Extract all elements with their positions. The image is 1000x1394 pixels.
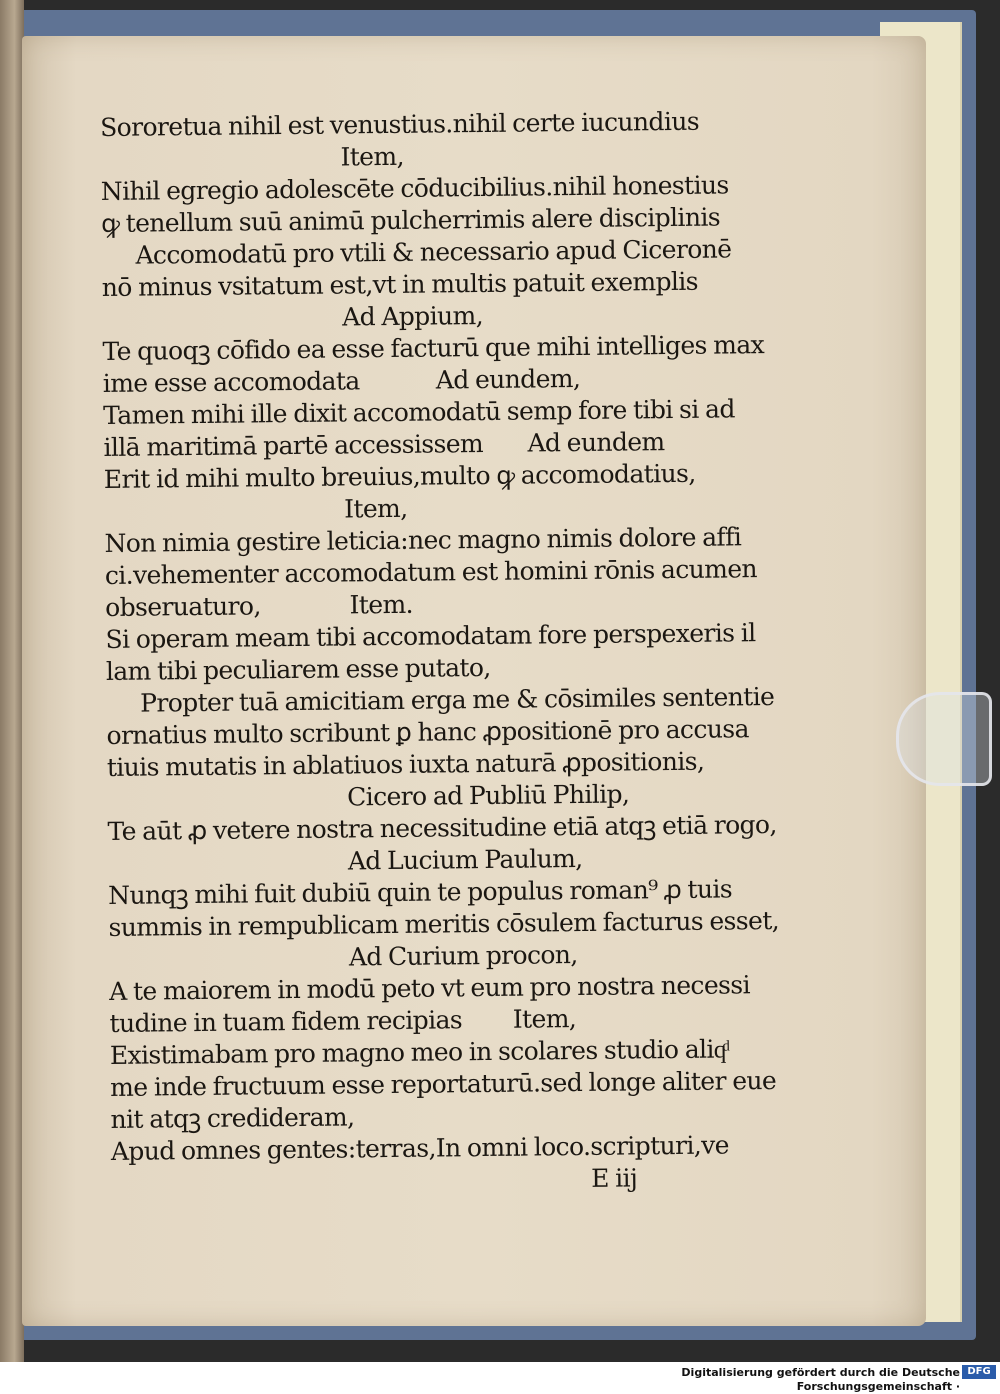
text-line: Existimabam pro magno meo in scolares studio aliqͩ (109, 1034, 726, 1070)
text-line: ꝙ tenellum suū animū pulcherrimis alere disciplinis (101, 202, 721, 238)
text-line: Non nimia gestire leticia:nec magno nimis dolore affi (104, 522, 742, 558)
funding-note: Digitalisierung gefördert durch die Deutsche Forschungsgemeinschaft · (681, 1366, 960, 1393)
text-line: lam tibi peculiarem esse putato, (105, 652, 491, 686)
text-line: Item, (344, 493, 408, 524)
text-line: Ad Curium procon, (348, 940, 578, 972)
text-line: Te quoqꝫ cōfido ea esse facturū que mihi intelliges max (102, 330, 765, 366)
text-line: Ad Appium, (342, 301, 484, 332)
text-line: tudine in tuam fidem recipias Item, (109, 1004, 577, 1038)
text-line: ime esse accomodata Ad eundem, (102, 363, 581, 398)
text-line: ornatius multo scribunt ꝑ hanc ꝓpositionē pro accusa (106, 714, 749, 750)
text-line: Nunqꝫ mihi fuit dubiū quin te populus roman⁹ ꝓ tuis (108, 874, 733, 910)
text-line: tiuis mutatis in ablatiuos iuxta naturā ꝓpositionis, (106, 746, 705, 782)
text-line: ci.vehementer accomodatum est homini rōnis acumen (104, 554, 758, 590)
text-line: obseruaturo, Item. (105, 589, 414, 622)
page-clip (896, 692, 992, 786)
text-line: nit atqꝫ credideram, (110, 1102, 355, 1134)
text-line: me inde fructuum esse reportaturū.sed longe aliter eue (110, 1065, 777, 1102)
text-line: Erit id mihi multo breuius,multo ꝙ accomodatius, (103, 458, 696, 494)
text-line: Propter tuā amicitiam erga me & cōsimiles sententie (140, 681, 775, 718)
book-spine-edge (0, 0, 24, 1362)
text-line: Apud omnes gentes:terras,In omni loco.scripturi,ve (110, 1130, 730, 1166)
text-line: Sororetua nihil est venustius.nihil certe iucundius (100, 106, 700, 142)
text-line: summis in rempublicam meritis cōsulem facturus esset, (108, 905, 780, 942)
text-line: Tamen mihi ille dixit accomodatū semp fore tibi si ad (103, 394, 735, 430)
text-line: Accomodatū pro vtili & necessario apud Ciceronē (135, 234, 732, 270)
text-line: Ad Lucium Paulum, (347, 843, 583, 876)
text-line: nō minus vsitatum est,vt in multis patuit exemplis (101, 266, 699, 302)
text-line: Nihil egregio adolescēte cōducibilius.nihil honestius (100, 170, 729, 206)
text-line: Te aūt ꝓ vetere nostra necessitudine etiā atqꝫ etiā rogo, (107, 809, 777, 846)
text-line: illā maritimā partē accessissem Ad eundem (103, 427, 665, 462)
text-line: Cicero ad Publiū Philip, (347, 779, 630, 812)
text-line: A te maiorem in modū peto vt eum pro nostra necessi (109, 970, 751, 1006)
text-line: Item, (340, 141, 405, 172)
signature-mark: E iij (591, 1163, 638, 1193)
text-line: Si operam meam tibi accomodatam fore perspexeris il (105, 618, 756, 654)
dfg-logo[interactable]: DFG (962, 1365, 996, 1379)
